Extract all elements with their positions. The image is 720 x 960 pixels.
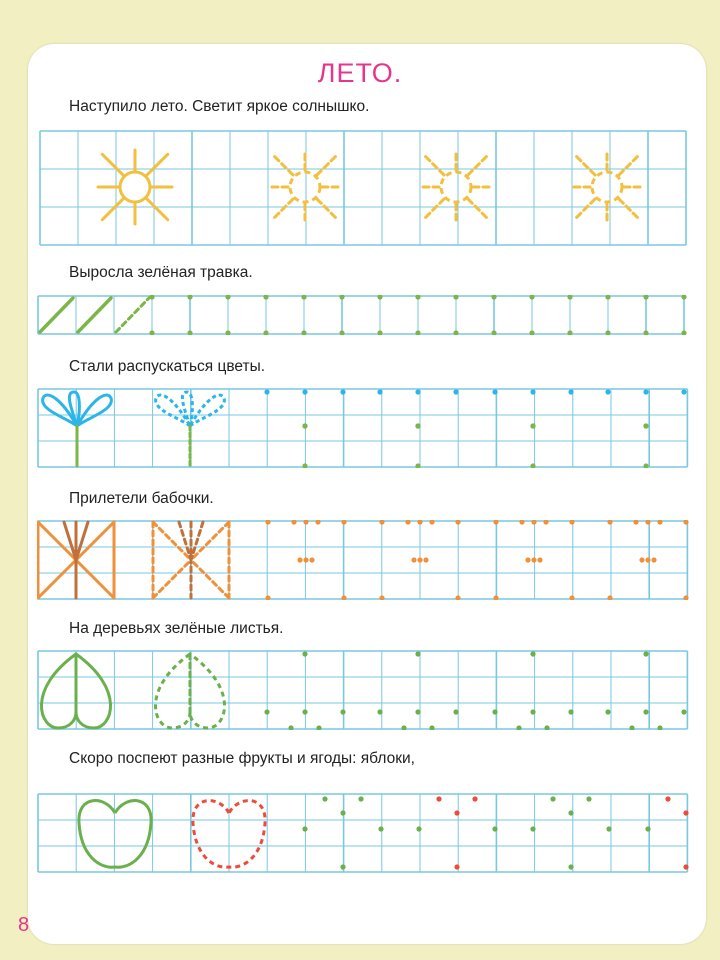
guide-dot <box>303 557 308 562</box>
guide-dot <box>629 725 634 730</box>
guide-dot <box>401 725 406 730</box>
guide-dot <box>568 810 573 815</box>
guide-dot <box>607 520 612 525</box>
guide-dot <box>492 826 497 831</box>
guide-dot <box>651 557 656 562</box>
guide-dot <box>341 520 346 525</box>
guide-dot <box>529 295 534 300</box>
guide-dot <box>493 595 498 600</box>
guide-dot <box>492 709 497 714</box>
guide-dot <box>379 595 384 600</box>
sun-sample-circle <box>120 172 150 202</box>
apple-sample <box>79 801 151 868</box>
guide-dot <box>225 295 230 300</box>
guide-dot <box>586 796 591 801</box>
guide-dot <box>568 709 573 714</box>
guide-dot <box>309 557 314 562</box>
guide-dot <box>288 725 293 730</box>
guide-dot <box>530 826 535 831</box>
butterfly-trace-wing <box>191 560 229 598</box>
guide-dot <box>378 826 383 831</box>
guide-dot <box>454 864 459 869</box>
leaf-tracing-grid <box>37 650 689 730</box>
guide-dot <box>263 295 268 300</box>
guide-dot <box>643 295 648 300</box>
guide-dot <box>454 810 459 815</box>
guide-dot <box>316 725 321 730</box>
sun-trace-ray <box>574 199 595 220</box>
sun-trace-ray <box>619 199 640 220</box>
guide-dot <box>322 796 327 801</box>
guide-dot <box>339 295 344 300</box>
sun-sample-ray <box>102 199 123 220</box>
guide-dot <box>519 520 524 525</box>
guide-dot <box>530 423 535 428</box>
guide-dot <box>683 810 688 815</box>
guide-dot <box>377 709 382 714</box>
flower-sample-petal <box>77 395 111 426</box>
sun-sample-ray <box>147 154 168 175</box>
guide-dot <box>358 796 363 801</box>
guide-dot <box>340 389 345 394</box>
guide-dot <box>340 709 345 714</box>
guide-dot <box>377 295 382 300</box>
guide-dot <box>340 864 345 869</box>
guide-dot <box>377 389 382 394</box>
page-title: ЛЕТО. <box>317 58 403 88</box>
sun-trace-ray <box>317 154 338 175</box>
guide-dot <box>417 520 422 525</box>
guide-dot <box>415 330 420 335</box>
guide-dot <box>516 725 521 730</box>
grass-tracing-grid <box>37 295 689 335</box>
guide-dot <box>643 709 648 714</box>
guide-dot <box>531 557 536 562</box>
guide-dot <box>657 520 662 525</box>
guide-dot <box>302 423 307 428</box>
guide-dot <box>569 520 574 525</box>
sun-trace-ray <box>619 154 640 175</box>
butterfly-sample-wing <box>76 560 114 598</box>
sun-trace-ray <box>272 199 293 220</box>
sun-trace-ray <box>468 154 489 175</box>
guide-dot <box>605 389 610 394</box>
guide-dot <box>429 725 434 730</box>
sun-trace-ray <box>272 154 293 175</box>
guide-dot <box>491 330 496 335</box>
caption-sun: Наступило лето. Светит яркое солнышко. <box>69 98 370 115</box>
guide-dot <box>681 709 686 714</box>
guide-dot <box>436 796 441 801</box>
sun-trace-ray <box>574 154 595 175</box>
sun-trace-ray <box>423 154 444 175</box>
guide-dot <box>453 709 458 714</box>
guide-dot <box>187 330 192 335</box>
guide-dot <box>605 330 610 335</box>
guide-dot <box>149 330 154 335</box>
guide-dot <box>265 520 270 525</box>
guide-dot <box>665 796 670 801</box>
guide-dot <box>530 709 535 714</box>
guide-dot <box>544 725 549 730</box>
guide-dot <box>263 330 268 335</box>
guide-dot <box>265 595 270 600</box>
guide-dot <box>416 826 421 831</box>
sun-trace-circle <box>290 172 320 202</box>
sun-trace-ray <box>468 199 489 220</box>
guide-dot <box>472 796 477 801</box>
guide-dot <box>429 520 434 525</box>
sun-trace-circle <box>592 172 622 202</box>
guide-dot <box>301 330 306 335</box>
guide-dot <box>529 330 534 335</box>
guide-dot <box>568 389 573 394</box>
guide-dot <box>605 709 610 714</box>
guide-dot <box>605 295 610 300</box>
guide-dot <box>645 557 650 562</box>
guide-dot <box>491 295 496 300</box>
guide-dot <box>264 709 269 714</box>
guide-dot <box>455 595 460 600</box>
guide-dot <box>657 725 662 730</box>
guide-dot <box>187 295 192 300</box>
sun-trace-ray <box>317 199 338 220</box>
guide-dot <box>567 330 572 335</box>
guide-dot <box>568 864 573 869</box>
guide-dot <box>455 520 460 525</box>
guide-dot <box>405 520 410 525</box>
guide-dot <box>530 389 535 394</box>
butterfly-trace-wing <box>153 560 191 598</box>
guide-dot <box>643 651 648 656</box>
guide-dot <box>453 389 458 394</box>
guide-dot <box>606 826 611 831</box>
caption-flowers: Стали распускаться цветы. <box>69 358 266 375</box>
guide-dot <box>415 423 420 428</box>
flower-tracing-grid <box>37 388 689 468</box>
guide-dot <box>683 864 688 869</box>
guide-dot <box>681 330 686 335</box>
grass-sample <box>78 298 111 332</box>
guide-dot <box>417 557 422 562</box>
guide-dot <box>225 330 230 335</box>
grass-sample <box>40 298 73 332</box>
guide-dot <box>453 295 458 300</box>
guide-dot <box>681 389 686 394</box>
apple-tracing-grid <box>37 793 689 873</box>
guide-dot <box>493 520 498 525</box>
guide-dot <box>639 557 644 562</box>
grass-trace <box>116 298 149 332</box>
guide-dot <box>411 557 416 562</box>
guide-dot <box>291 520 296 525</box>
guide-dot <box>377 330 382 335</box>
guide-dot <box>537 557 542 562</box>
guide-dot <box>415 651 420 656</box>
guide-dot <box>525 557 530 562</box>
butterfly-tracing-grid <box>37 520 689 600</box>
guide-dot <box>423 557 428 562</box>
guide-dot <box>415 295 420 300</box>
guide-dot <box>302 826 307 831</box>
caption-leaves: На деревьях зелёные листья. <box>69 620 284 637</box>
guide-dot <box>569 595 574 600</box>
guide-dot <box>415 709 420 714</box>
guide-dot <box>297 557 302 562</box>
guide-dot <box>340 810 345 815</box>
guide-dot <box>550 796 555 801</box>
flower-trace-petal <box>190 395 224 426</box>
guide-dot <box>302 709 307 714</box>
guide-dot <box>643 463 648 468</box>
guide-dot <box>415 389 420 394</box>
guide-dot <box>379 520 384 525</box>
guide-dot <box>543 520 548 525</box>
guide-dot <box>303 520 308 525</box>
caption-fruits: Скоро поспеют разные фрукты и ягоды: яблоки, <box>69 750 415 767</box>
guide-dot <box>530 651 535 656</box>
guide-dot <box>531 520 536 525</box>
guide-dot <box>302 389 307 394</box>
guide-dot <box>492 389 497 394</box>
caption-grass: Выросла зелёная травка. <box>69 264 253 281</box>
guide-dot <box>681 295 686 300</box>
guide-dot <box>339 330 344 335</box>
guide-dot <box>264 389 269 394</box>
page-number: 8 <box>18 914 30 936</box>
guide-dot <box>453 330 458 335</box>
guide-dot <box>315 520 320 525</box>
guide-dot <box>302 651 307 656</box>
caption-butterflies: Прилетели бабочки. <box>69 490 214 507</box>
guide-dot <box>643 389 648 394</box>
guide-dot <box>341 595 346 600</box>
sun-sample-ray <box>147 199 168 220</box>
guide-dot <box>567 295 572 300</box>
guide-dot <box>633 520 638 525</box>
guide-dot <box>302 463 307 468</box>
sun-trace-ray <box>423 199 444 220</box>
sun-trace-circle <box>441 172 471 202</box>
guide-dot <box>645 826 650 831</box>
guide-dot <box>643 423 648 428</box>
guide-dot <box>301 295 306 300</box>
butterfly-sample-wing <box>38 560 76 598</box>
guide-dot <box>607 595 612 600</box>
sun-tracing-grid <box>39 130 691 246</box>
sun-sample-ray <box>102 154 123 175</box>
guide-dot <box>643 330 648 335</box>
